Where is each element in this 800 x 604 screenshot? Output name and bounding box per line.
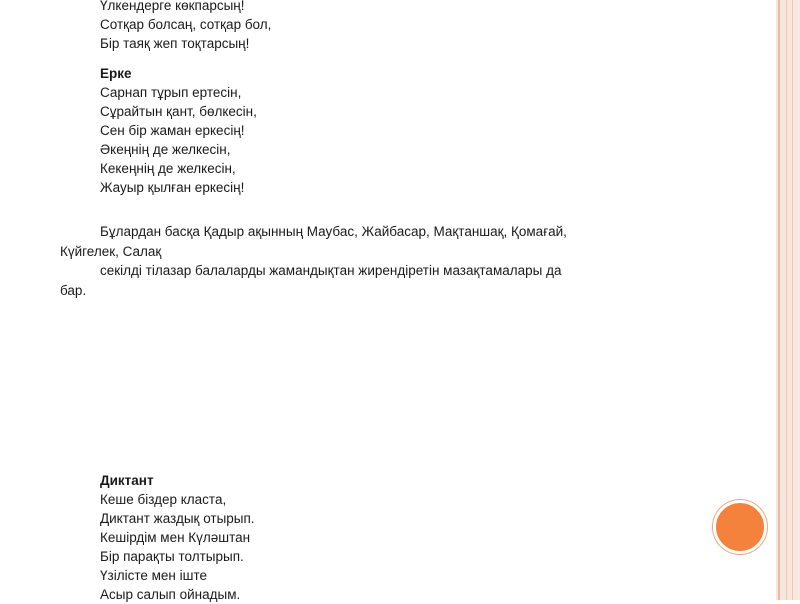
poem-line: Диктант жаздық отырып. xyxy=(100,511,255,526)
poem-erke xyxy=(100,64,257,197)
frame-line xyxy=(778,0,780,600)
poem-line: Үзілісте мен іште xyxy=(100,568,207,583)
poem-line: Кеше біздер класта, xyxy=(100,492,227,507)
poem-line: Сен бір жаман еркесің! xyxy=(100,123,245,138)
poem-line: Жауыр қылған еркесің! xyxy=(100,180,245,195)
poem-line: Үлкендерге көкпарсың! xyxy=(100,0,245,13)
orange-circle-decoration xyxy=(713,500,767,554)
paragraph-line: бар. xyxy=(60,282,87,298)
poem-line: Сұрайтын қант, бөлкесін, xyxy=(100,104,257,119)
poem-title: Диктант xyxy=(100,473,154,488)
poem-diktant xyxy=(100,471,255,604)
poem-line: Асыр салып ойнадым. xyxy=(100,587,241,602)
poem-top-fragment xyxy=(100,0,271,53)
frame-line xyxy=(792,0,793,600)
poem-line: Сарнап тұрып ертесін, xyxy=(100,85,242,100)
poem-line: Кешірдім мен Күләштан xyxy=(100,530,251,545)
frame-line xyxy=(786,0,787,600)
prose-paragraph xyxy=(60,222,640,300)
poem-title: Ерке xyxy=(100,66,132,81)
paragraph-line: Күйгелек, Салақ xyxy=(60,243,162,259)
poem-line: Кекеңнің де желкесін, xyxy=(100,161,236,176)
paragraph-line: секілді тілазар балаларды жамандықтан жирендіретін мазақтамалары да xyxy=(100,263,562,278)
poem-line: Бір парақты толтырып. xyxy=(100,549,244,564)
poem-line: Бір таяқ жеп тоқтарсың! xyxy=(100,36,250,51)
poem-line: Сотқар болсаң, сотқар бол, xyxy=(100,17,272,32)
paragraph-line: Бұлардан басқа Қадыр ақынның Маубас, Жайбасар, Мақтаншақ, Қомағай, xyxy=(100,224,567,239)
poem-line: Әкеңнің де желкесін, xyxy=(100,142,231,157)
